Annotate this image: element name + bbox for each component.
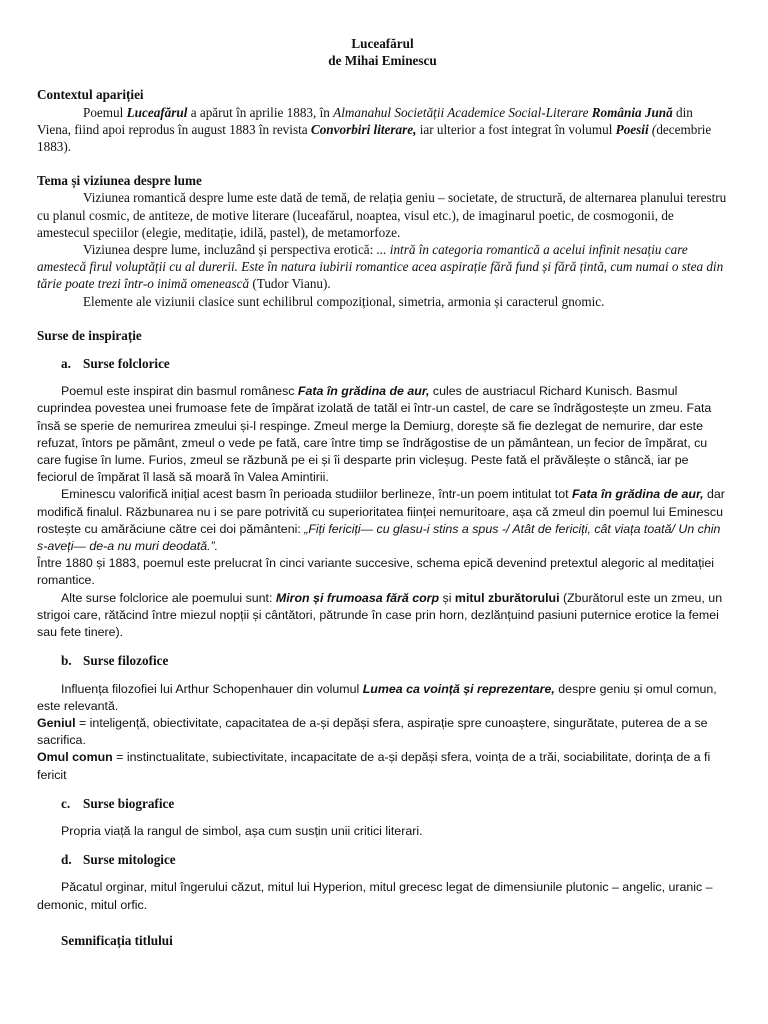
folklore-paragraph-4: Alte surse folclorice ale poemului sunt: Miron și frumoasa fără corp și mitul zburătorului (Zburătorul este un zmeu, un strigoi care, rătăcind între miezul nopții și cântători, pătrunde în case prin horn, dezlănțuind pasiuni puternice erotice la femei sau fete tinere). <box>37 590 723 640</box>
biographical-paragraph: Propria viață la rangul de simbol, așa cum susțin unii critici literari. <box>61 823 423 838</box>
subsection-heading-philosophy: b. Surse filozofice <box>61 653 169 669</box>
subsection-heading-mythological: d. Surse mitologice <box>61 852 176 868</box>
theme-paragraph-2: Viziunea despre lume, incluzând și perspectiva erotică: ... intră în categoria romantică a acelui infinit nesațiu care amestecă firul voluptății cu al durerii. Este în natura iubirii romantice acea aspirație fără fund și fără țintă, cum numai o stea din tărie poate trezi într-o inimă omenească (Tudor Vianu). <box>37 242 724 292</box>
philosophy-paragraph: Influența filozofiei lui Arthur Schopenhauer din volumul Lumea ca voință și reprezentare, despre geniu și omul comun, este relevantă. <box>37 681 717 713</box>
subsection-heading-biographical: c. Surse biografice <box>61 795 175 811</box>
document-subtitle: de Mihai Eminescu <box>328 53 437 69</box>
folklore-paragraph-3: Între 1880 și 1883, poemul este prelucrat în cinci variante succesive, schema epică devenind pretextul alegoric al meditației romantice. <box>37 556 715 588</box>
theme-paragraph-1: Viziunea romantică despre lume este dată de temă, de relația geniu – societate, de structură, de alternarea planului terestru cu planul cosmic, de antiteze, de motive literare (luceafărul, noaptea, visul etc.), de imaginarul poetic, de cosmogonii, de amestecul speciilor (elegie, meditație, idilă, pastel), de metamorfoze. <box>37 190 727 240</box>
section-heading-sources: Surse de inspirație <box>37 327 142 343</box>
common-man-definition: Omul comun = instinctualitate, subiectivitate, incapacitate de a-și depăși sfera, voința de a trăi, sociabilitate, dorința de a fi fericit <box>37 750 711 782</box>
document-title: Luceafărul <box>351 36 414 51</box>
folklore-paragraph-2: Eminescu valorifică inițial acest basm în perioada studiilor berlineze, într-un poem intitulat tot Fata în grădina de aur, dar modifică finalul. Răzbunarea nu i se pare potrivită cu superioritatea ființei nemuritoare, așa că zmeul din poemul lui Eminescu rostește cu amărăciune către cei doi pământeni: „Fiți fericiți— cu glasu-i stins a spus -/ Atât de fericiți, cât viața toată/ Un chin s-aveți— de-a nu muri deodată.”. <box>37 487 725 554</box>
section-heading-title-meaning: Semnificația titlului <box>61 932 173 948</box>
section-heading-context: Contextul apariției <box>37 87 144 103</box>
mythological-paragraph: Păcatul orginar, mitul îngerului căzut, mitul lui Hyperion, mitul grecesc legat de dimensiunile plutonic – angelic, uranic – demonic, mitul orfic. <box>37 880 713 912</box>
philosophy-block <box>37 681 728 784</box>
theme-paragraph-3: Elemente ale viziunii clasice sunt echilibrul compozițional, simetria, armonia și caracterul gnomic. <box>83 293 605 309</box>
folklore-paragraph-1: Poemul este inspirat din basmul românesc Fata în grădina de aur, cules de austriacul Richard Kunisch. Basmul cuprindea povestea unei frumoase fete de împărat izolată de tatăl ei într-un castel, de care se îndrăgostește un zmeu. Fata însă se sperie de nemurirea zmeului și-l respinge. Zmeul merge la Demiurg, dorește să fie dezlegat de nemurire, dar este refuzat, întors pe pământ, zmeul o vede pe fată, care între timp se îndrăgostise de un pământean, un fecior de împărat, cu care fugise în lume. Furios, zmeul se răzbună pe ei și îi desparte prin vicleșug. Peste fată el prăvălește o stâncă, iar pe feciorul de împărat îl lasă să moară în Valea Amintirii. <box>37 384 712 485</box>
genius-definition: Geniul = inteligență, obiectivitate, capacitatea de a-și depăși sfera, aspirație spre cunoaștere, singurătate, puterea de a se sacrifica. <box>37 715 708 748</box>
subsection-heading-folklore: a. Surse folclorice <box>61 356 170 372</box>
context-paragraph: Poemul Luceafărul a apărut în aprilie 1883, în Almanahul Societății Academice Social-Literare România Jună din Viena, fiind apoi reprodus în august 1883 în revista Convorbiri literare, iar ulterior a fost integrat în volumul Poesii (decembrie 1883). <box>37 104 712 155</box>
section-heading-theme: Tema și viziunea despre lume <box>37 173 202 189</box>
folklore-block <box>37 383 728 641</box>
